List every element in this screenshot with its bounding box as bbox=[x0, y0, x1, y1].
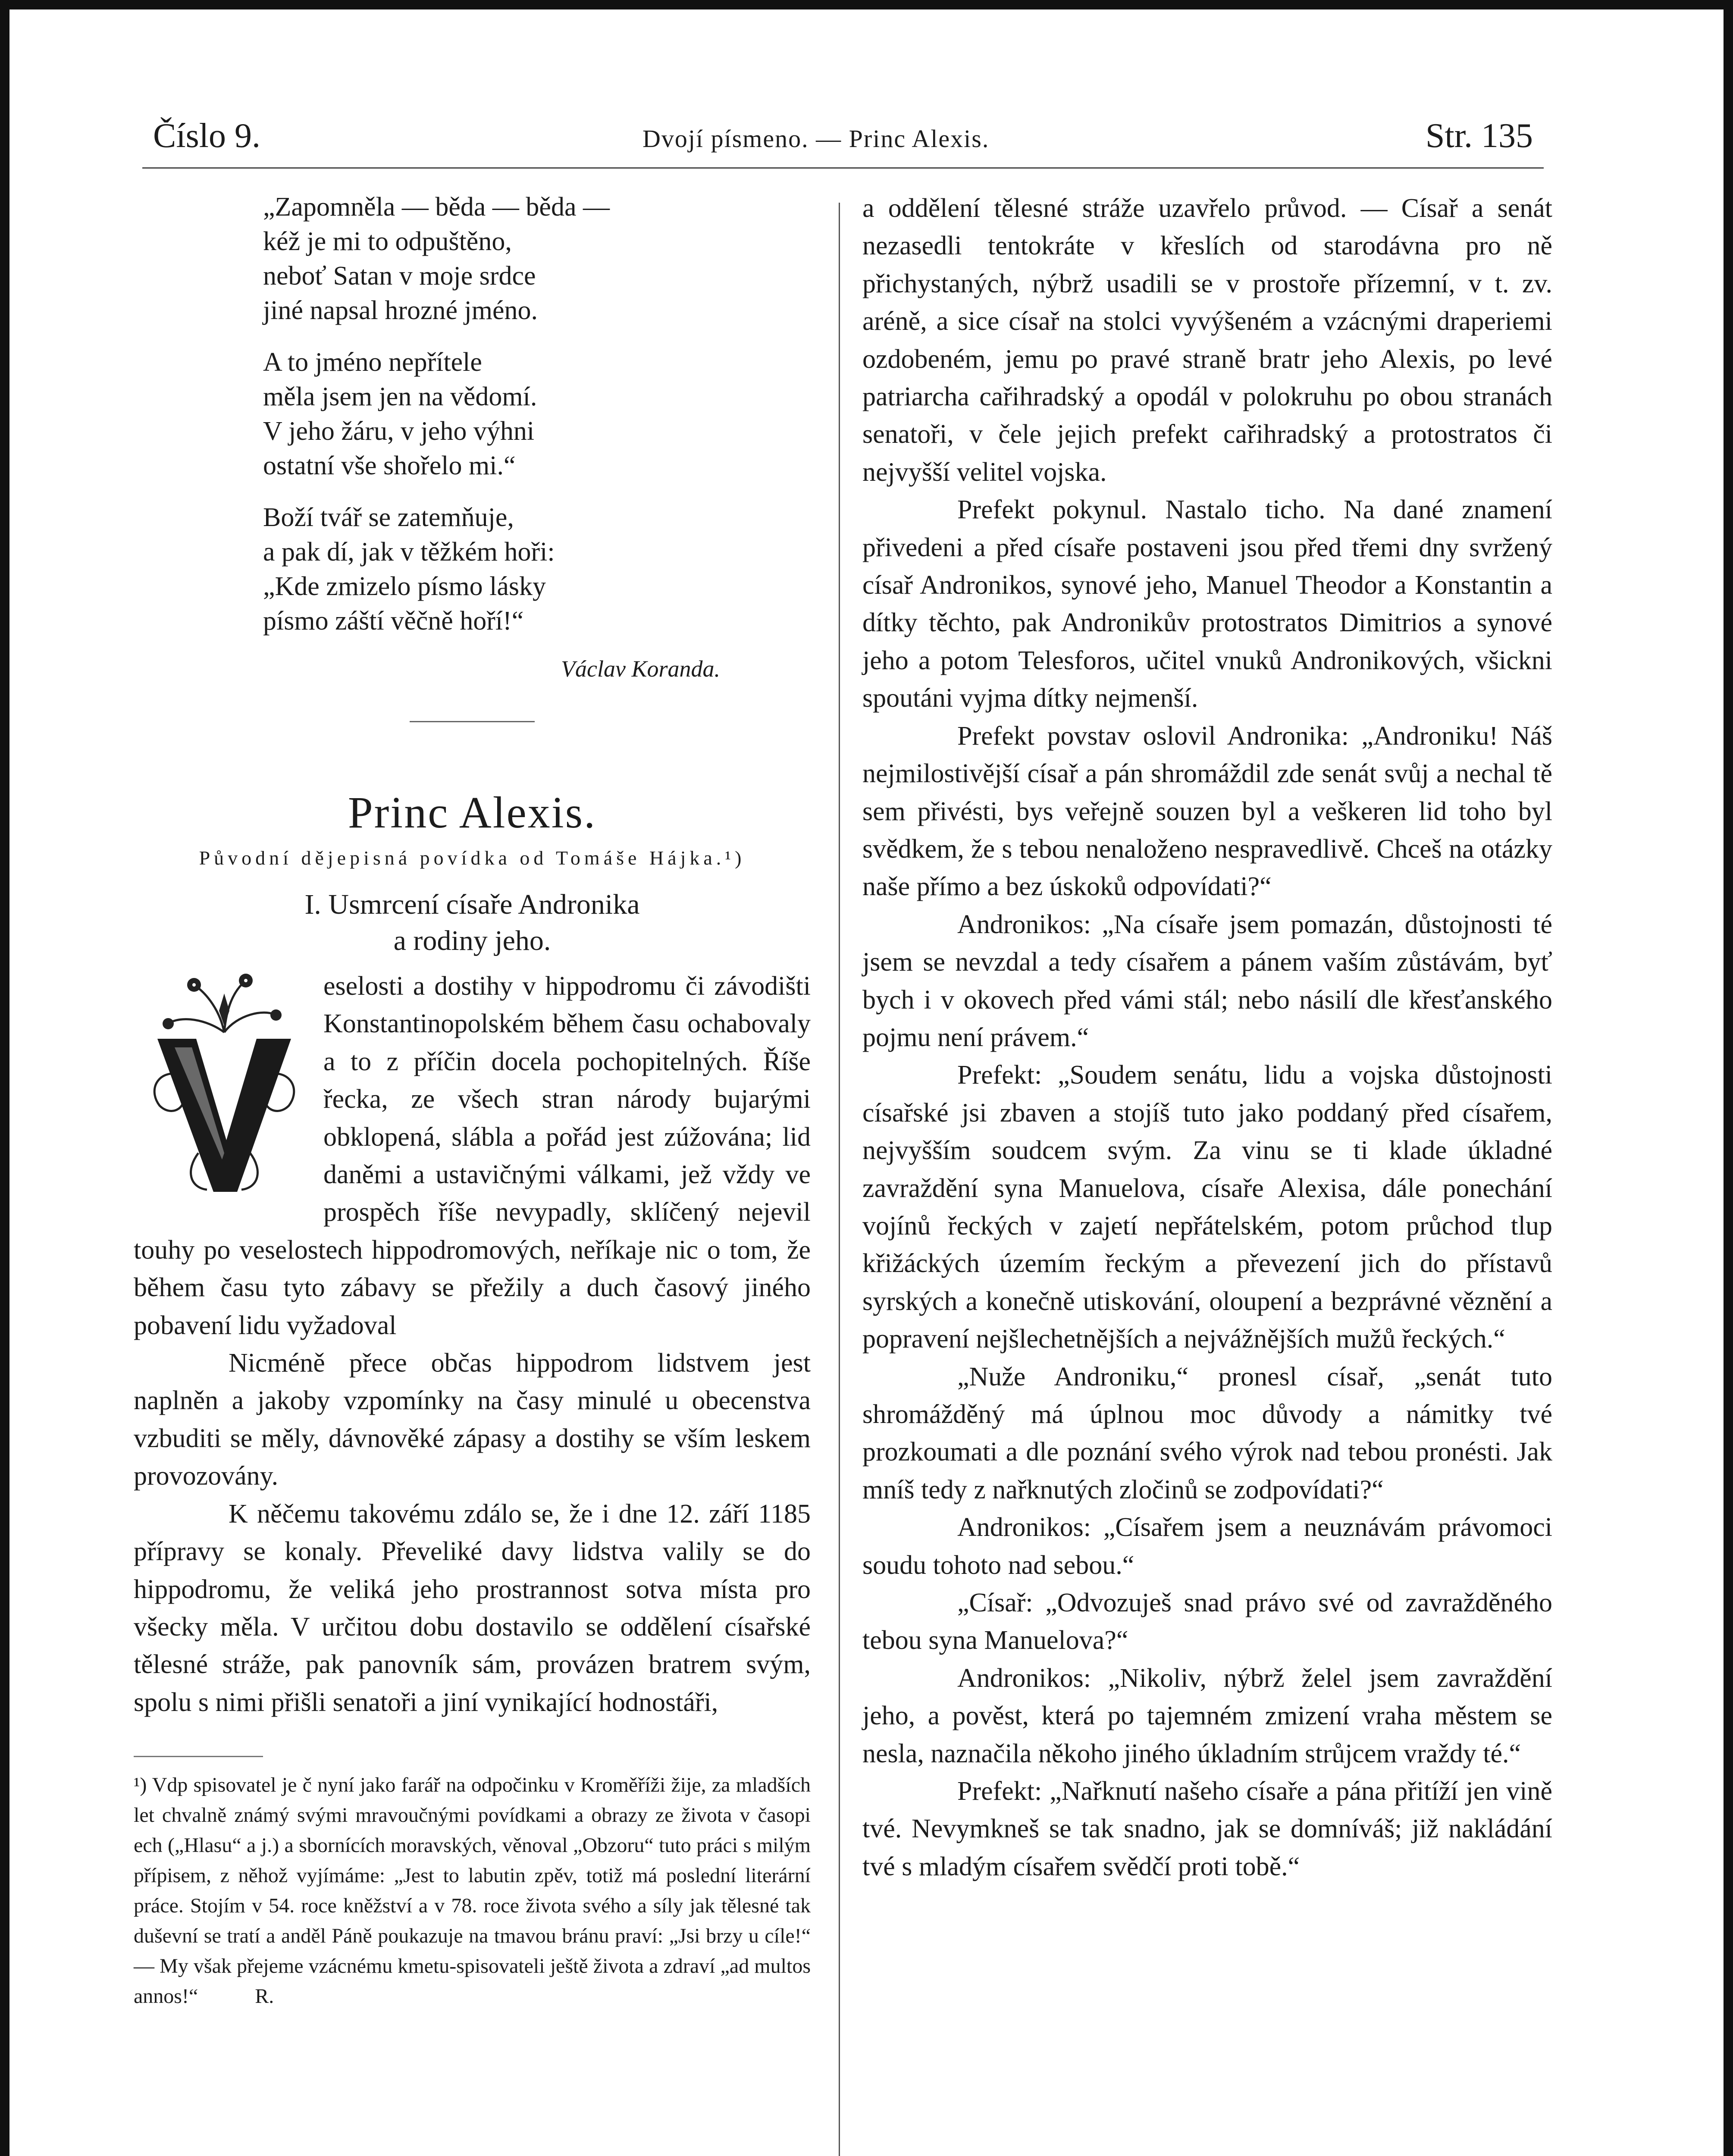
story-body-left bbox=[134, 968, 811, 1721]
poem-line: jiné napsal hrozné jméno. bbox=[263, 296, 538, 325]
dropcap-letter: V bbox=[224, 1170, 225, 1171]
poem-line: písmo záští věčně hoří!“ bbox=[263, 606, 524, 636]
poem-line: kéž je mi to odpuštěno, bbox=[263, 227, 512, 256]
poem bbox=[134, 190, 811, 638]
footnote-text: ¹) Vdp spisovatel je č nyní jako farář na odpočinku v Kroměříži žije, za mladších let chvalně známý svými mravoučnými povídkami a obrazy ze života v časopi ech („Hlasu“ a j.) a sbornících moravských, věnoval „Obzoru“ tuto práci s milým přípisem, z něhož vyjímáme: „Jest to labutin zpěv, totiž má poslední literární práce. Stojím v 54. roce kněžství a v 78. roce života svého a síly jak tělesné tak duševní se tratí a anděl Páně poukazuje na tmavou bránu praví: „Jsi brzy u cíle!“ — My však přejeme vzácnému kmetu-spisovateli ještě života a zdraví „ad multos annos!“ bbox=[134, 1774, 811, 2008]
story-subtitle: Původní dějepisná povídka od Tomáše Hájka.¹) bbox=[199, 847, 746, 869]
poem-stanza bbox=[263, 500, 811, 638]
paragraph: Prefekt: „Soudem senátu, lidu a vojska důstojnosti císařské jsi zbaven a stojíš tuto jako poddaný před císařem, nejvyšším soudcem svým. Za vinu se ti klade úkladné zavraždění syna Manuelova, císaře Alexisa, dále ponechání vojínů řeckých v zajetí nepřátelském, potom průchod tlup křižáckých územím řeckým a převezení jich do přístavů syrských a konečně utiskování, oloupení a bezprávné věznění a popravení nejšlechetnějších a nejvážnějších mužů řeckých.“ bbox=[862, 1060, 1552, 1354]
section-divider bbox=[410, 721, 535, 722]
paragraph: Andronikos: „Císařem jsem a neuznávám právomoci soudu tohoto nad sebou.“ bbox=[862, 1513, 1552, 1580]
page-edge-left bbox=[0, 0, 9, 2156]
column-rule bbox=[839, 203, 840, 2156]
paragraph: Prefekt povstav oslovil Andronika: „Androniku! Náš nejmilostivější císař a pán shromáždil zde senát svůj a nechal tě sem přivésti, bys veřejně souzen byl a veškeren lid toho byl svědkem, že s tebou nenaloženo nespravedlivě. Chceš na otázky naše přímo a bez úskoků odpovídati?“ bbox=[862, 721, 1552, 902]
chapter-heading bbox=[134, 887, 811, 959]
issue-number: Číslo 9. bbox=[153, 117, 260, 155]
paragraph: Andronikos: „Nikoliv, nýbrž želel jsem zavraždění jeho, a pověst, která po tajemném zmizení vraha městem se nesla, naznačila někoho jiného úkladním strůjcem vraždy té.“ bbox=[862, 1663, 1552, 1768]
poem-line: V jeho žáru, v jeho výhni bbox=[263, 417, 535, 446]
header-rule bbox=[142, 167, 1544, 169]
paragraph: a oddělení tělesné stráže uzavřelo průvod. — Císař a senát nezasedli tentokráte v křeslích od starodávna pro ně přichystaných, nýbrž usadili se v prostoře přízemní, v t. zv. aréně, a sice císař na stolci vyvýšeném a vzácnými draperiemi ozdobeném, jemu po pravé straně bratr jeho Alexis, po levé patriarcha cařihradský a opodál v polokruhu po obou stranách senatoři, v čele jejich prefekt cařihradský a protostratos či nejvyšší velitel vojska. bbox=[862, 194, 1552, 487]
poem-line: „Kde zmizelo písmo lásky bbox=[263, 572, 546, 601]
chapter-heading-line: a rodiny jeho. bbox=[393, 925, 551, 956]
page-number: Str. 135 bbox=[1426, 117, 1533, 155]
page-edge-top bbox=[0, 0, 1733, 9]
poem-line: ostatní vše shořelo mi.“ bbox=[263, 451, 516, 480]
poem-line: a pak dí, jak v těžkém hoři: bbox=[263, 537, 555, 567]
paragraph: Andronikos: „Na císaře jsem pomazán, důstojnosti té jsem se nevzdal a tedy císařem a pánem vaším zůstávám, byť bych i v okovech před vámi stál; nebo násilí dle křesťanského pojmu není právem.“ bbox=[862, 909, 1552, 1052]
paragraph: „Nuže Androniku,“ pronesl císař, „senát tuto shromážděný má úplnou moc důvody a námitky tvé prozkoumati a dle poznání svého výrok nad tebou pronésti. Jak mníš tedy z nařknutých zločinů se zodpovídati?“ bbox=[862, 1362, 1552, 1504]
paragraph: Nicméně přece občas hippodrom lidstvem jest naplněn a jakoby vzpomínky na časy minulé u obecenstva vzbuditi se měly, dávnověké zápasy a dostihy se vším leskem provozovány. bbox=[134, 1348, 811, 1491]
paragraph: K něčemu takovému zdálo se, že i dne 12. září 1185 přípravy se konaly. Převeliké davy lidstva valily se do hippodromu, že veliká jeho prostrannost sotva místa pro všecky měla. V určitou dobu dostavilo se oddělení císařské tělesné stráže, pak panovník sám, provázen bratrem svým, spolu s nimi přišli senatoři a jiní vynikající hodnostáři, bbox=[134, 1499, 811, 1717]
footnote-signature: R. bbox=[255, 1985, 274, 2008]
chapter-heading-line: I. Usmrcení císaře Andronika bbox=[304, 889, 640, 920]
paragraph: eselosti a dostihy v hippodromu či závodišti Konstantinopolském během času ochabovaly a to z příčin docela pochopitelných. Říše řecka, ze všech stran národy bujarými obklopená, slábla a pořád jest zúžována; lid daněmi a ustavičnými válkami, jež vždy ve prospěch říše nevypadly, sklíčený nejevil touhy po veselostech hippodromových, neříkaje nic o tom, že během času tyto zábavy se přežily a duch časový jiného pobavení lidu vyžadoval bbox=[134, 971, 811, 1340]
poem-line: A to jméno nepřítele bbox=[263, 348, 482, 377]
footnote-rule bbox=[134, 1756, 263, 1757]
running-title: Dvojí písmeno. — Princ Alexis. bbox=[642, 125, 990, 153]
poem-stanza bbox=[263, 345, 811, 483]
poem-author: Václav Koranda. bbox=[561, 656, 720, 682]
paragraph: Prefekt: „Nařknutí našeho císaře a pána přitíží jen vině tvé. Nevymkneš se tak snadno, jak se domníváš; již nakládání tvé s mladým císařem svědčí proti tobě.“ bbox=[862, 1777, 1552, 1881]
paragraph: „Císař: „Odvozuješ snad právo své od zavražděného tebou syna Manuelova?“ bbox=[862, 1588, 1552, 1655]
poem-line: Boží tvář se zatemňuje, bbox=[263, 503, 514, 532]
poem-line: měla jsem jen na vědomí. bbox=[263, 382, 537, 411]
poem-line: neboť Satan v moje srdce bbox=[263, 261, 536, 291]
footnote bbox=[134, 1770, 811, 2012]
poem-line: „Zapomněla — běda — běda — bbox=[263, 192, 610, 222]
left-column bbox=[134, 190, 811, 2012]
paragraph: Prefekt pokynul. Nastalo ticho. Na dané znamení přivedeni a před císaře postaveni jsou před třemi dny svržený císař Andronikos, synové jeho, Manuel Theodor a Konstantin a dítky těchto, pak Andronikův protostratos Dimitrios a synové jeho a potom Telesforos, učitel vnuků Andronikových, všickni spoutáni vyjma dítky nejmenší. bbox=[862, 495, 1552, 713]
poem-stanza bbox=[263, 190, 811, 328]
ornamental-dropcap-icon bbox=[134, 968, 315, 1196]
right-column bbox=[862, 190, 1552, 1886]
story-title: Princ Alexis. bbox=[348, 788, 597, 837]
dropcap-paragraph bbox=[134, 968, 811, 1344]
running-header bbox=[153, 116, 1533, 168]
page-edge-right bbox=[1724, 0, 1733, 2156]
